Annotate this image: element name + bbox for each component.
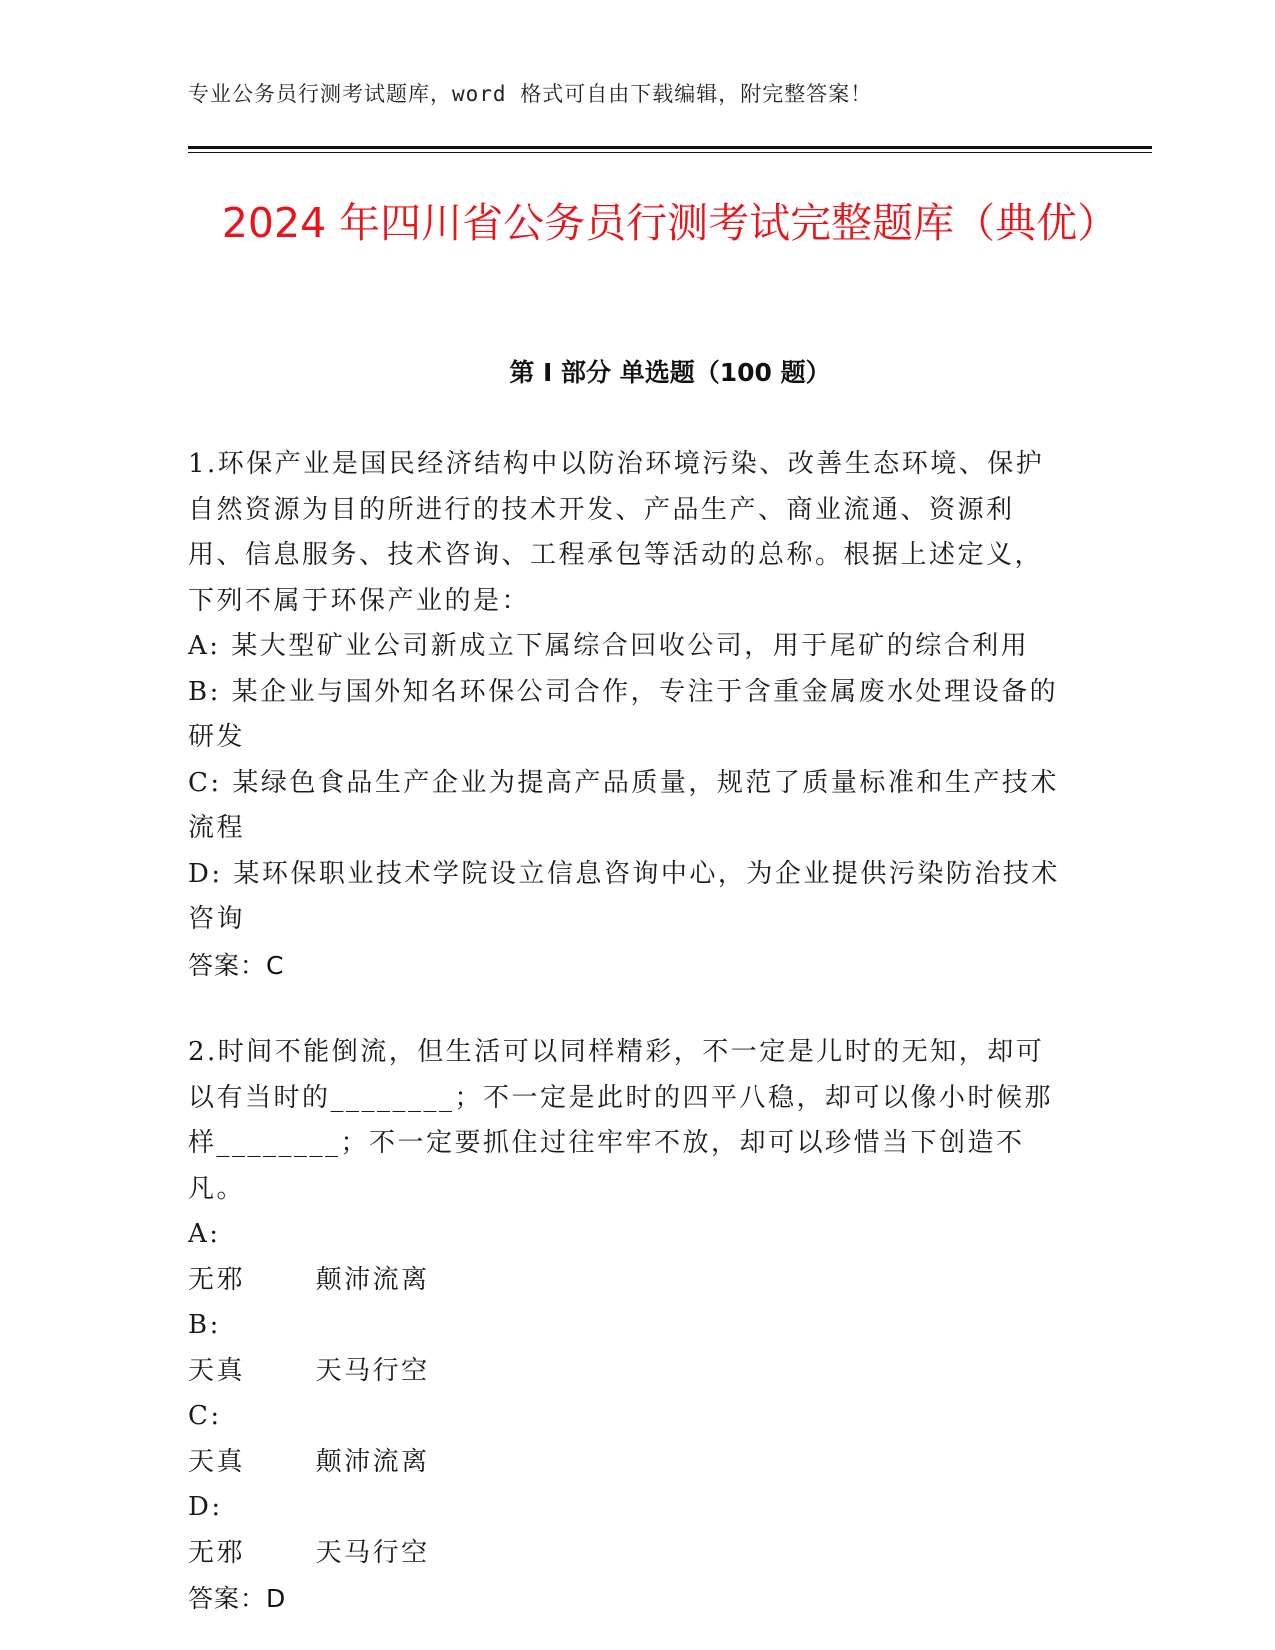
answer: 答案：D bbox=[188, 1584, 287, 1613]
option-c-first: C: 天真 bbox=[188, 1401, 246, 1477]
option-c-second: 颠沛流离 bbox=[315, 1446, 430, 1477]
option-a bbox=[188, 1212, 1068, 1303]
question-2 bbox=[188, 1030, 1068, 1622]
option-d bbox=[188, 1485, 1068, 1576]
option-b-first: B: 天真 bbox=[188, 1310, 246, 1386]
document-title: 2024 年四川省公务员行测考试完整题库（典优） bbox=[221, 199, 1119, 247]
option-a: A: 某大型矿业公司新成立下属综合回收公司，用于尾矿的综合利用 bbox=[188, 631, 1030, 661]
section-heading: 第 I 部分 单选题（100 题） bbox=[509, 358, 831, 387]
option-b-second: 天马行空 bbox=[315, 1355, 430, 1386]
option-a-first: A: 无邪 bbox=[188, 1219, 246, 1295]
answer: 答案：C bbox=[188, 950, 285, 980]
option-b: B: 某企业与国外知名环保公司合作，专注于含重金属废水处理设备的研发 bbox=[188, 676, 1059, 752]
option-a-second: 颠沛流离 bbox=[315, 1264, 430, 1295]
header-rule-thick bbox=[188, 146, 1152, 149]
question-1 bbox=[188, 442, 1068, 988]
option-d-first: D: 无邪 bbox=[188, 1492, 246, 1568]
header-rule-thin bbox=[188, 152, 1152, 153]
question-stem: 1.环保产业是国民经济结构中以防治环境污染、改善生态环境、保护自然资源为目的所进行的技术开发、产品生产、商业流通、资源利用、信息服务、技术咨询、工程承包等活动的总称。根据上述定义，下列不属于环保产业的是： bbox=[188, 449, 1045, 616]
option-c bbox=[188, 1394, 1068, 1485]
option-c: C: 某绿色食品生产企业为提高产品质量，规范了质量标准和生产技术流程 bbox=[188, 767, 1059, 843]
option-b bbox=[188, 1303, 1068, 1394]
option-d-second: 天马行空 bbox=[315, 1537, 430, 1568]
option-d: D: 某环保职业技术学院设立信息咨询中心，为企业提供污染防治技术咨询 bbox=[188, 858, 1060, 934]
question-stem: 2.时间不能倒流，但生活可以同样精彩，不一定是儿时的无知，却可以有当时的________；不一定是此时的四平八稳，却可以像小时候那样________；不一定要抓住过往牢牢不放，却可以珍惜当下创造不凡。 bbox=[188, 1037, 1054, 1204]
header-note: 专业公务员行测考试题库，word 格式可自由下载编辑，附完整答案！ bbox=[188, 82, 873, 106]
